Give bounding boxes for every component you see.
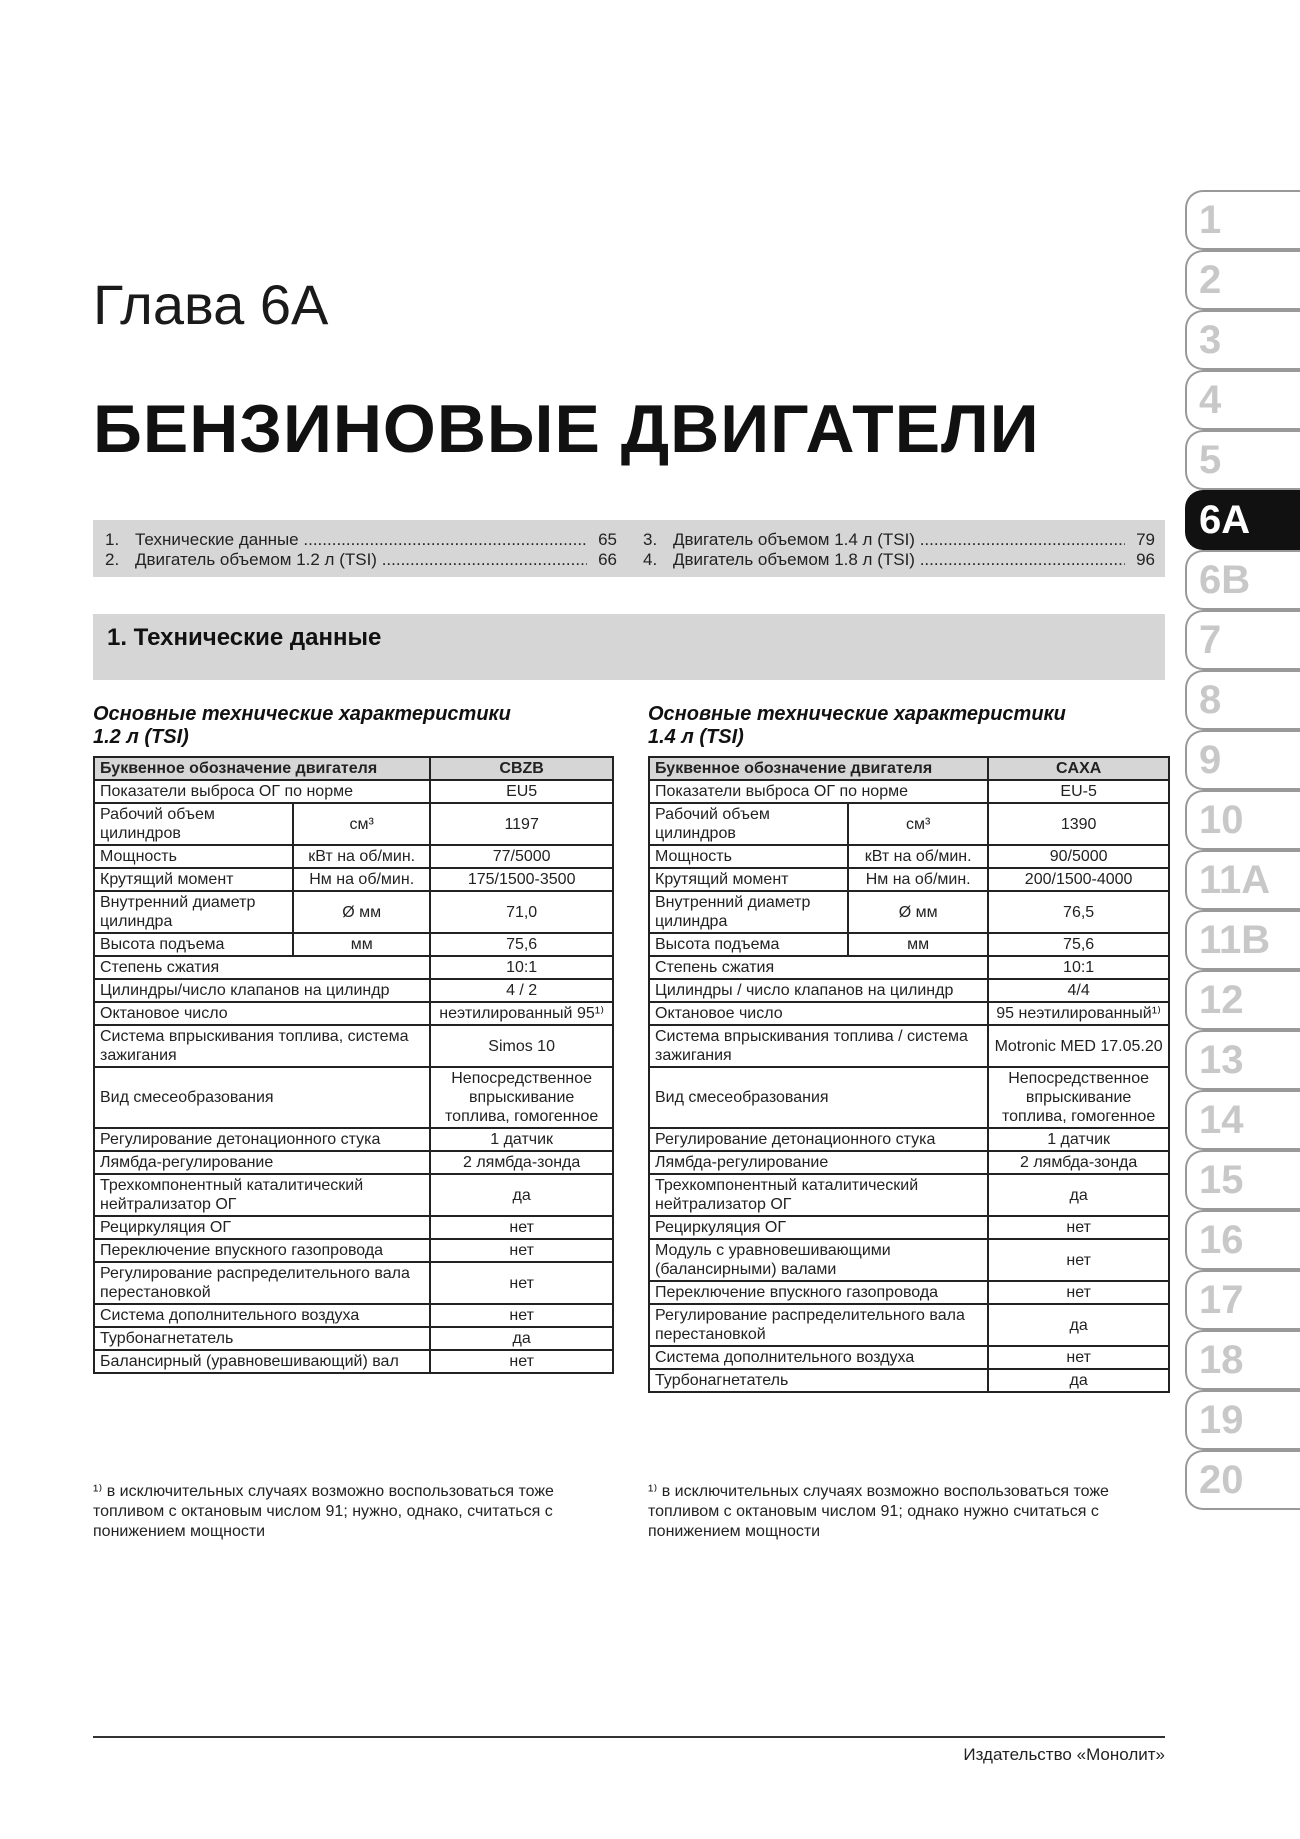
spec-label: Буквенное обозначение двигателя bbox=[649, 757, 988, 780]
spec-label: Рабочий объем цилиндров bbox=[649, 803, 848, 845]
chapter-tab[interactable] bbox=[1185, 1270, 1300, 1330]
spec-unit: кВт на об/мин. bbox=[293, 845, 430, 868]
table-row bbox=[649, 1025, 1169, 1067]
toc-page: 66 bbox=[598, 550, 617, 569]
spec-unit: см³ bbox=[293, 803, 430, 845]
spec-value: 75,6 bbox=[430, 933, 613, 956]
spec-label: Регулирование детонационного стука bbox=[94, 1128, 430, 1151]
spec-value: 4/4 bbox=[988, 979, 1169, 1002]
spec-label: Рециркуляция ОГ bbox=[649, 1216, 988, 1239]
table-row bbox=[649, 1369, 1169, 1392]
table-row bbox=[94, 868, 613, 891]
spec-label: Показатели выброса ОГ по норме bbox=[94, 780, 430, 803]
table-row bbox=[649, 956, 1169, 979]
spec-label: Октановое число bbox=[649, 1002, 988, 1025]
chapter-tab[interactable] bbox=[1185, 310, 1300, 370]
chapter-tab-label: 19 bbox=[1199, 1398, 1244, 1442]
table-row bbox=[649, 1067, 1169, 1128]
toc-page: 65 bbox=[598, 530, 617, 549]
table-row bbox=[94, 1216, 613, 1239]
spec-value: 1197 bbox=[430, 803, 613, 845]
chapter-tab-label: 12 bbox=[1199, 978, 1244, 1022]
table-row bbox=[649, 979, 1169, 1002]
right-subtitle-line1: Основные технические характеристики bbox=[648, 703, 1066, 725]
spec-unit: Ø мм bbox=[293, 891, 430, 933]
chapter-tab[interactable] bbox=[1185, 970, 1300, 1030]
spec-value: CBZB bbox=[430, 757, 613, 780]
table-row bbox=[94, 845, 613, 868]
spec-value: нет bbox=[430, 1262, 613, 1304]
chapter-tab[interactable] bbox=[1185, 670, 1300, 730]
spec-value: Непосредственное впрыскивание топлива, гомогенное bbox=[430, 1067, 613, 1128]
spec-label: Переключение впускного газопровода bbox=[649, 1281, 988, 1304]
right-subtitle-line2: 1.4 л (TSI) bbox=[648, 726, 744, 748]
table-row bbox=[649, 803, 1169, 845]
table-row bbox=[649, 780, 1169, 803]
spec-unit: Нм на об/мин. bbox=[848, 868, 988, 891]
spec-value: 95 неэтилированный¹⁾ bbox=[988, 1002, 1169, 1025]
spec-label: Октановое число bbox=[94, 1002, 430, 1025]
spec-unit: мм bbox=[293, 933, 430, 956]
chapter-label: Глава 6А bbox=[93, 273, 329, 336]
spec-label: Степень сжатия bbox=[94, 956, 430, 979]
spec-label: Система дополнительного воздуха bbox=[649, 1346, 988, 1369]
left-spec-table bbox=[93, 756, 614, 1374]
spec-label: Модуль с уравновешивающими (балансирными) валами bbox=[649, 1239, 988, 1281]
spec-label: Вид смесеобразования bbox=[649, 1067, 988, 1128]
spec-value: да bbox=[430, 1174, 613, 1216]
table-row bbox=[94, 979, 613, 1002]
toc-text: Двигатель объемом 1.2 л (TSI) ..... bbox=[135, 550, 587, 570]
spec-value: CAXA bbox=[988, 757, 1169, 780]
spec-value: нет bbox=[430, 1216, 613, 1239]
spec-label: Турбонагнетатель bbox=[649, 1369, 988, 1392]
chapter-tab-label: 8 bbox=[1199, 678, 1222, 722]
spec-label: Высота подъема bbox=[649, 933, 848, 956]
spec-label: Мощность bbox=[94, 845, 293, 868]
chapter-tab[interactable] bbox=[1185, 1090, 1300, 1150]
spec-unit: кВт на об/мин. bbox=[848, 845, 988, 868]
spec-value: нет bbox=[430, 1239, 613, 1262]
chapter-tab-label: 15 bbox=[1199, 1158, 1244, 1202]
footer-divider bbox=[93, 1736, 1165, 1738]
toc-text: Двигатель объемом 1.8 л (TSI) ..... bbox=[673, 550, 1125, 570]
left-subtitle-line1: Основные технические характеристики bbox=[93, 703, 511, 725]
chapter-tab-label: 16 bbox=[1199, 1218, 1244, 1262]
table-row bbox=[94, 933, 613, 956]
spec-value: 75,6 bbox=[988, 933, 1169, 956]
spec-label: Система впрыскивания топлива, система зажигания bbox=[94, 1025, 430, 1067]
chapter-tab[interactable] bbox=[1185, 490, 1300, 550]
table-row bbox=[649, 891, 1169, 933]
spec-value: Motronic MED 17.05.20 bbox=[988, 1025, 1169, 1067]
toc-item[interactable] bbox=[105, 530, 617, 550]
publisher-footer: Издательство «Монолит» bbox=[963, 1745, 1165, 1764]
table-row bbox=[649, 1346, 1169, 1369]
chapter-tab-label: 6A bbox=[1199, 498, 1251, 542]
spec-label: Рециркуляция ОГ bbox=[94, 1216, 430, 1239]
toc-item[interactable] bbox=[643, 530, 1155, 550]
spec-value: 4 / 2 bbox=[430, 979, 613, 1002]
table-header-row bbox=[649, 757, 1169, 780]
spec-value: 76,5 bbox=[988, 891, 1169, 933]
chapter-tab-label: 5 bbox=[1199, 438, 1222, 482]
spec-label: Регулирование детонационного стука bbox=[649, 1128, 988, 1151]
table-row bbox=[649, 868, 1169, 891]
toc-number: 3. bbox=[643, 530, 658, 549]
toc-page: 79 bbox=[1136, 530, 1155, 549]
spec-value: нет bbox=[430, 1304, 613, 1327]
toc-text: Технические данные ..... bbox=[135, 530, 587, 550]
spec-value: нет bbox=[430, 1350, 613, 1373]
section-title: 1. Технические данные bbox=[107, 624, 382, 651]
spec-value: 90/5000 bbox=[988, 845, 1169, 868]
toc-left-column bbox=[105, 530, 617, 570]
spec-value: да bbox=[430, 1327, 613, 1350]
spec-value: EU-5 bbox=[988, 780, 1169, 803]
toc-number: 2. bbox=[105, 550, 120, 569]
spec-label: Переключение впускного газопровода bbox=[94, 1239, 430, 1262]
spec-value: 1390 bbox=[988, 803, 1169, 845]
spec-value: EU5 bbox=[430, 780, 613, 803]
spec-unit: мм bbox=[848, 933, 988, 956]
spec-value: 1 датчик bbox=[430, 1128, 613, 1151]
chapter-tab[interactable] bbox=[1185, 1390, 1300, 1450]
table-of-contents bbox=[93, 520, 1165, 577]
chapter-tab[interactable] bbox=[1185, 1150, 1300, 1210]
spec-value: 2 лямбда-зонда bbox=[988, 1151, 1169, 1174]
spec-value: неэтилированный 95¹⁾ bbox=[430, 1002, 613, 1025]
toc-item[interactable] bbox=[643, 550, 1155, 570]
spec-label: Вид смесеобразования bbox=[94, 1067, 430, 1128]
spec-label: Буквенное обозначение двигателя bbox=[94, 757, 430, 780]
table-header-row bbox=[94, 757, 613, 780]
chapter-tab[interactable] bbox=[1185, 610, 1300, 670]
chapter-tab[interactable] bbox=[1185, 250, 1300, 310]
spec-label: Цилиндры/число клапанов на цилиндр bbox=[94, 979, 430, 1002]
chapter-tab[interactable] bbox=[1185, 430, 1300, 490]
spec-label: Высота подъема bbox=[94, 933, 293, 956]
table-row bbox=[94, 956, 613, 979]
chapter-tab-label: 14 bbox=[1199, 1098, 1244, 1142]
table-row bbox=[649, 1174, 1169, 1216]
table-row bbox=[94, 1304, 613, 1327]
spec-value: 10:1 bbox=[988, 956, 1169, 979]
spec-label: Трехкомпонентный каталитический нейтрализатор ОГ bbox=[649, 1174, 988, 1216]
chapter-tab[interactable] bbox=[1185, 190, 1300, 250]
chapter-tab[interactable] bbox=[1185, 1210, 1300, 1270]
spec-label: Показатели выброса ОГ по норме bbox=[649, 780, 988, 803]
chapter-tab[interactable] bbox=[1185, 850, 1300, 910]
spec-label: Мощность bbox=[649, 845, 848, 868]
table-row bbox=[649, 1151, 1169, 1174]
chapter-tab[interactable] bbox=[1185, 1330, 1300, 1390]
chapter-tab[interactable] bbox=[1185, 730, 1300, 790]
toc-text: Двигатель объемом 1.4 л (TSI) ..... bbox=[673, 530, 1125, 550]
spec-label: Лямбда-регулирование bbox=[649, 1151, 988, 1174]
spec-value: 77/5000 bbox=[430, 845, 613, 868]
right-spec-table bbox=[648, 756, 1170, 1393]
spec-value: Simos 10 bbox=[430, 1025, 613, 1067]
table-row bbox=[94, 1002, 613, 1025]
spec-value: нет bbox=[988, 1281, 1169, 1304]
chapter-tab[interactable] bbox=[1185, 370, 1300, 430]
chapter-tab-label: 11B bbox=[1199, 918, 1271, 962]
spec-value: да bbox=[988, 1174, 1169, 1216]
chapter-tab[interactable] bbox=[1185, 910, 1300, 970]
table-row bbox=[649, 1128, 1169, 1151]
chapter-tab-label: 1 bbox=[1199, 198, 1222, 242]
spec-value: да bbox=[988, 1304, 1169, 1346]
table-row bbox=[94, 803, 613, 845]
spec-label: Степень сжатия bbox=[649, 956, 988, 979]
table-row bbox=[94, 1239, 613, 1262]
table-row bbox=[94, 1262, 613, 1304]
spec-unit: Ø мм bbox=[848, 891, 988, 933]
table-row bbox=[94, 891, 613, 933]
spec-value: 175/1500-3500 bbox=[430, 868, 613, 891]
spec-value: нет bbox=[988, 1216, 1169, 1239]
chapter-tab-label: 13 bbox=[1199, 1038, 1244, 1082]
table-row bbox=[649, 1304, 1169, 1346]
spec-label: Цилиндры / число клапанов на цилиндр bbox=[649, 979, 988, 1002]
spec-label: Лямбда-регулирование bbox=[94, 1151, 430, 1174]
spec-label: Регулирование распределительного вала перестановкой bbox=[649, 1304, 988, 1346]
spec-value: Непосредственное впрыскивание топлива, гомогенное bbox=[988, 1067, 1169, 1128]
chapter-tab-label: 9 bbox=[1199, 738, 1222, 782]
spec-value: 1 датчик bbox=[988, 1128, 1169, 1151]
chapter-tab[interactable] bbox=[1185, 1450, 1300, 1510]
spec-label: Крутящий момент bbox=[649, 868, 848, 891]
toc-number: 1. bbox=[105, 530, 120, 549]
table-row bbox=[94, 1067, 613, 1128]
table-row bbox=[649, 1281, 1169, 1304]
table-row bbox=[649, 845, 1169, 868]
spec-value: нет bbox=[988, 1346, 1169, 1369]
table-row bbox=[649, 1002, 1169, 1025]
toc-number: 4. bbox=[643, 550, 658, 569]
chapter-tab-label: 18 bbox=[1199, 1338, 1244, 1382]
table-row bbox=[94, 1174, 613, 1216]
toc-right-column bbox=[643, 530, 1155, 570]
spec-label: Рабочий объем цилиндров bbox=[94, 803, 293, 845]
chapter-tab[interactable] bbox=[1185, 790, 1300, 850]
spec-value: 10:1 bbox=[430, 956, 613, 979]
table-row bbox=[649, 1216, 1169, 1239]
spec-label: Регулирование распределительного вала перестановкой bbox=[94, 1262, 430, 1304]
table-row bbox=[94, 1128, 613, 1151]
page-title: БЕНЗИНОВЫЕ ДВИГАТЕЛИ bbox=[93, 391, 1040, 467]
table-row bbox=[94, 1350, 613, 1373]
table-row bbox=[94, 1151, 613, 1174]
table-row bbox=[94, 1327, 613, 1350]
toc-item[interactable] bbox=[105, 550, 617, 570]
chapter-tab-label: 7 bbox=[1199, 618, 1222, 662]
spec-label: Трехкомпонентный каталитический нейтрализатор ОГ bbox=[94, 1174, 430, 1216]
left-subtitle bbox=[93, 703, 511, 749]
toc-page: 96 bbox=[1136, 550, 1155, 569]
chapter-tab[interactable] bbox=[1185, 1030, 1300, 1090]
table-row bbox=[94, 780, 613, 803]
chapter-tab-label: 17 bbox=[1199, 1278, 1244, 1322]
right-footnote: ¹⁾ в исключительных случаях возможно воспользоваться тоже топливом с октановым числом 91; однако нужно считаться с понижением мощности bbox=[648, 1483, 1109, 1540]
section-header bbox=[93, 614, 1165, 680]
left-subtitle-line2: 1.2 л (TSI) bbox=[93, 726, 189, 748]
chapter-tab-label: 6B bbox=[1199, 558, 1251, 602]
spec-label: Система впрыскивания топлива / система зажигания bbox=[649, 1025, 988, 1067]
chapter-tab-label: 3 bbox=[1199, 318, 1222, 362]
spec-label: Крутящий момент bbox=[94, 868, 293, 891]
chapter-tab[interactable] bbox=[1185, 550, 1300, 610]
spec-value: 2 лямбда-зонда bbox=[430, 1151, 613, 1174]
table-row bbox=[94, 1025, 613, 1067]
spec-value: да bbox=[988, 1369, 1169, 1392]
spec-label: Система дополнительного воздуха bbox=[94, 1304, 430, 1327]
table-row bbox=[649, 1239, 1169, 1281]
spec-label: Турбонагнетатель bbox=[94, 1327, 430, 1350]
right-subtitle bbox=[648, 703, 1066, 749]
chapter-tab-label: 10 bbox=[1199, 798, 1244, 842]
spec-value: 200/1500-4000 bbox=[988, 868, 1169, 891]
spec-label: Балансирный (уравновешивающий) вал bbox=[94, 1350, 430, 1373]
spec-label: Внутренний диаметр цилиндра bbox=[649, 891, 848, 933]
spec-value: нет bbox=[988, 1239, 1169, 1281]
chapter-tab-label: 11A bbox=[1199, 858, 1271, 902]
chapter-tab-label: 2 bbox=[1199, 258, 1222, 302]
chapter-tab-label: 4 bbox=[1199, 378, 1222, 422]
left-footnote: ¹⁾ в исключительных случаях возможно воспользоваться тоже топливом с октановым числом 91; нужно, однако, считаться с понижением мощности bbox=[93, 1483, 554, 1540]
spec-label: Внутренний диаметр цилиндра bbox=[94, 891, 293, 933]
table-row bbox=[649, 933, 1169, 956]
chapter-tab-label: 20 bbox=[1199, 1458, 1244, 1502]
spec-unit: см³ bbox=[848, 803, 988, 845]
spec-value: 71,0 bbox=[430, 891, 613, 933]
spec-unit: Нм на об/мин. bbox=[293, 868, 430, 891]
